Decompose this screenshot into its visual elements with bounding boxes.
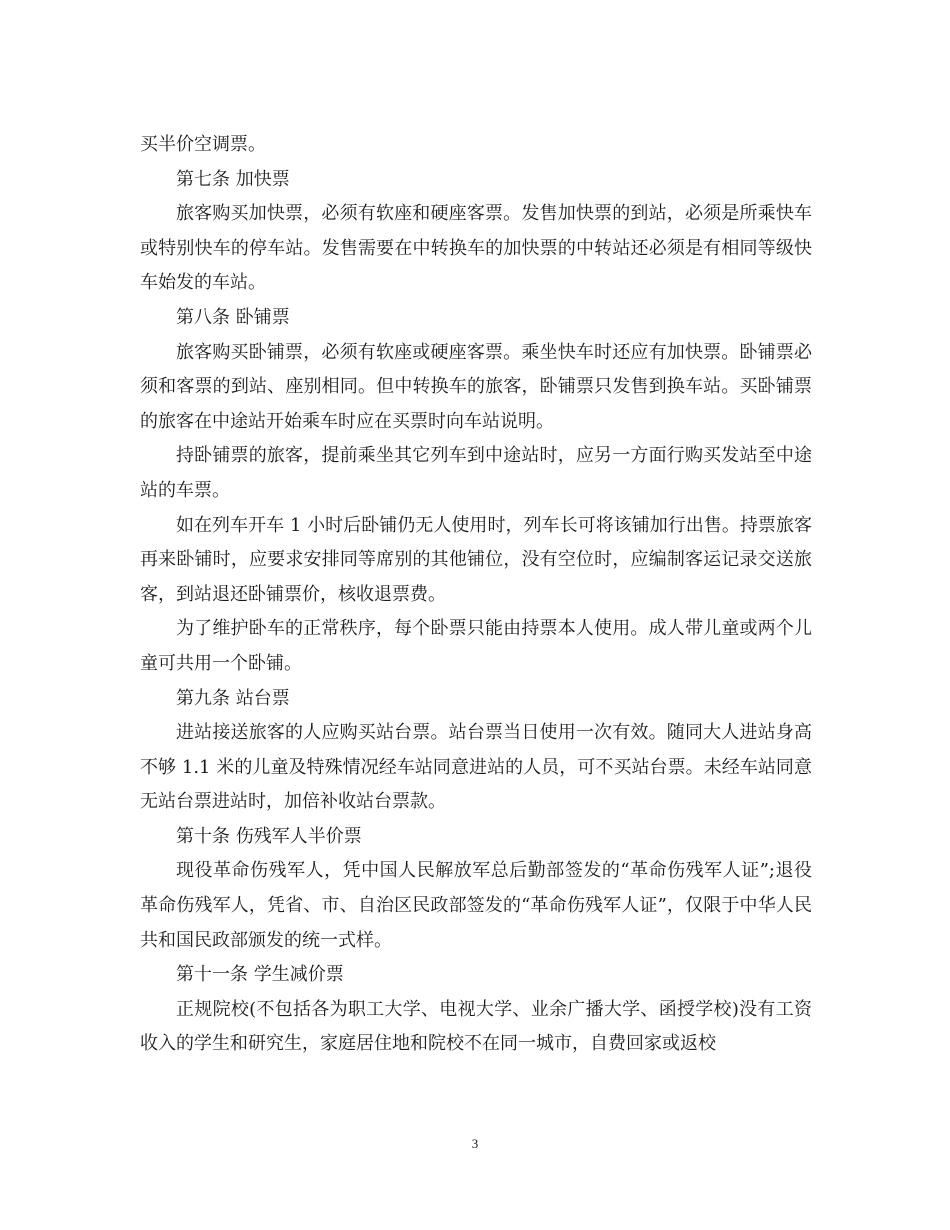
section-heading: 第十一条 学生减价票: [176, 964, 344, 986]
paragraph: 现役革命伤残军人，凭中国人民解放军总后勤部签发的“革命伤残军人证”;退役革命伤残军人，凭省、市、自治区民政部签发的“革命伤残军人证”，仅限于中华人民共和国民政部颁发的统一式样。: [140, 860, 812, 951]
paragraph: 进站接送旅客的人应购买站台票。站台票当日使用一次有效。随同大人进站身高不够 1.1 米的儿童及特殊情况经车站同意进站的人员，可不买站台票。未经车站同意无站台票进站时，加倍补收站台票款。: [140, 722, 812, 813]
paragraph: 旅客购买加快票，必须有软座和硬座客票。发售加快票的到站，必须是所乘快车或特别快车的停车站。发售需要在中转换车的加快票的中转站还必须是有相同等级快车始发的车站。: [140, 203, 812, 294]
paragraph: 正规院校(不包括各为职工大学、电视大学、业余广播大学、函授学校)没有工资收入的学生和研究生，家庭居住地和院校不在同一城市，自费回家或返校: [140, 998, 812, 1055]
paragraph: 旅客购买卧铺票，必须有软座或硬座客票。乘坐快车时还应有加快票。卧铺票必须和客票的到站、座别相同。但中转换车的旅客，卧铺票只发售到换车站。买卧铺票的旅客在中途站开始乘车时应在买票时向车站说明。: [140, 341, 812, 432]
paragraph: 如在列车开车 1 小时后卧铺仍无人使用时，列车长可将该铺加行出售。持票旅客再来卧铺时，应要求安排同等席别的其他铺位，没有空位时，应编制客运记录交送旅客，到站退还卧铺票价，核收退票费。: [140, 514, 812, 605]
section-heading: 第九条 站台票: [176, 687, 290, 709]
section-heading: 第十条 伤残军人半价票: [176, 825, 362, 847]
section-heading: 第八条 卧铺票: [176, 306, 290, 328]
document-body: [140, 128, 812, 1062]
paragraph: 买半价空调票。: [140, 134, 266, 155]
paragraph: 为了维护卧车的正常秩序，每个卧票只能由持票本人使用。成人带儿童或两个儿童可共用一个卧铺。: [140, 618, 812, 674]
page-number: 3: [471, 1136, 479, 1151]
section-heading: 第七条 加快票: [176, 168, 290, 190]
paragraph: 持卧铺票的旅客，提前乘坐其它列车到中途站时，应另一方面行购买发站至中途站的车票。: [140, 445, 812, 501]
